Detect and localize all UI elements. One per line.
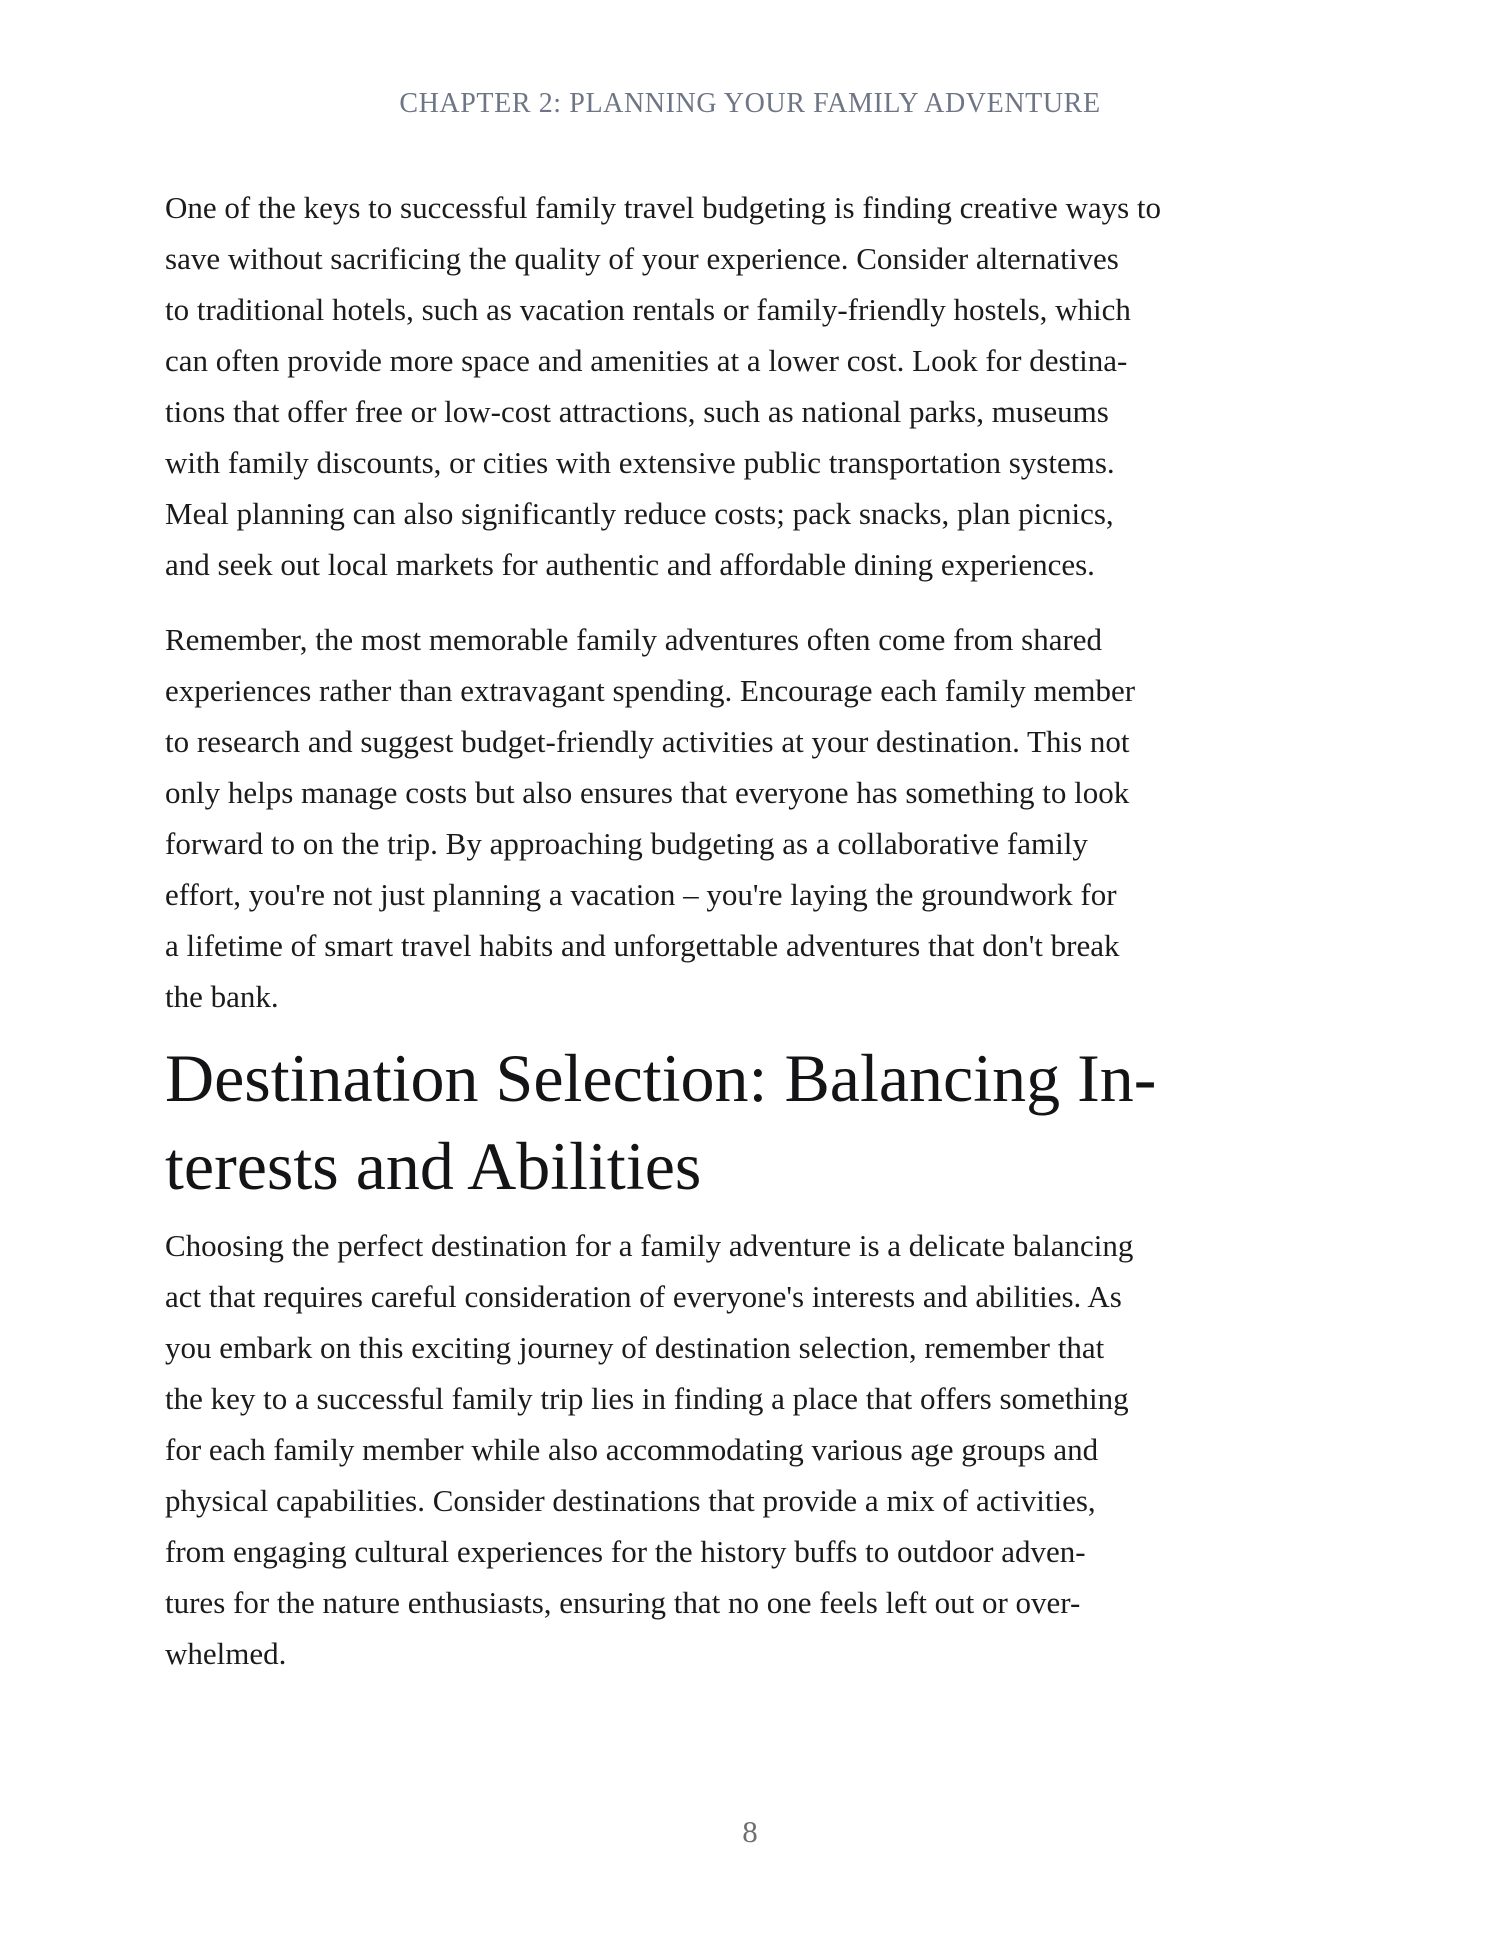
text-line: from engaging cultural experiences for the history buffs to outdoor adven- (165, 1534, 1086, 1569)
text-line: tures for the nature enthusiasts, ensuring that no one feels left out or over- (165, 1585, 1081, 1620)
text-line: act that requires careful consideration of everyone's interests and abilities. As (165, 1279, 1122, 1314)
text-line: to traditional hotels, such as vacation rentals or family-friendly hostels, which (165, 292, 1131, 327)
text-line: One of the keys to successful family travel budgeting is finding creative ways to (165, 190, 1162, 225)
text-line: terests and Abilities (165, 1128, 702, 1204)
text-line: Remember, the most memorable family adventures often come from shared (165, 622, 1103, 657)
text-line: and seek out local markets for authentic and affordable dining experiences. (165, 547, 1095, 582)
text-line: experiences rather than extravagant spending. Encourage each family member (165, 673, 1136, 708)
text-line: Choosing the perfect destination for a family adventure is a delicate balancing (165, 1228, 1134, 1263)
page-number: 8 (742, 1814, 758, 1849)
text-line: save without sacrificing the quality of your experience. Consider alternatives (165, 241, 1119, 276)
text-line: a lifetime of smart travel habits and unforgettable adventures that don't break (165, 928, 1120, 963)
text-line: only helps manage costs but also ensures that everyone has something to look (165, 775, 1130, 810)
text-line: forward to on the trip. By approaching budgeting as a collaborative family (165, 826, 1088, 861)
section-heading (165, 1034, 1425, 1210)
text-line: the bank. (165, 979, 279, 1014)
text-line: you embark on this exciting journey of destination selection, remember that (165, 1330, 1105, 1365)
text-line: to research and suggest budget-friendly activities at your destination. This not (165, 724, 1130, 759)
text-line: with family discounts, or cities with extensive public transportation systems. (165, 445, 1115, 480)
paragraph (165, 1220, 1425, 1679)
paragraph (165, 614, 1425, 1022)
text-line: for each family member while also accommodating various age groups and (165, 1432, 1099, 1467)
text-line: Meal planning can also significantly reduce costs; pack snacks, plan picnics, (165, 496, 1114, 531)
text-line: whelmed. (165, 1636, 287, 1671)
chapter-running-header: CHAPTER 2: PLANNING YOUR FAMILY ADVENTURE (399, 88, 1101, 119)
text-line: can often provide more space and amenities at a lower cost. Look for destina- (165, 343, 1128, 378)
paragraph (165, 182, 1425, 590)
text-line: the key to a successful family trip lies in finding a place that offers something (165, 1381, 1129, 1416)
text-line: physical capabilities. Consider destinations that provide a mix of activities, (165, 1483, 1096, 1518)
text-line: effort, you're not just planning a vacation – you're laying the groundwork for (165, 877, 1117, 912)
text-line: tions that offer free or low-cost attractions, such as national parks, museums (165, 394, 1109, 429)
text-line: Destination Selection: Balancing In- (165, 1040, 1157, 1116)
page-content (165, 182, 1425, 1703)
